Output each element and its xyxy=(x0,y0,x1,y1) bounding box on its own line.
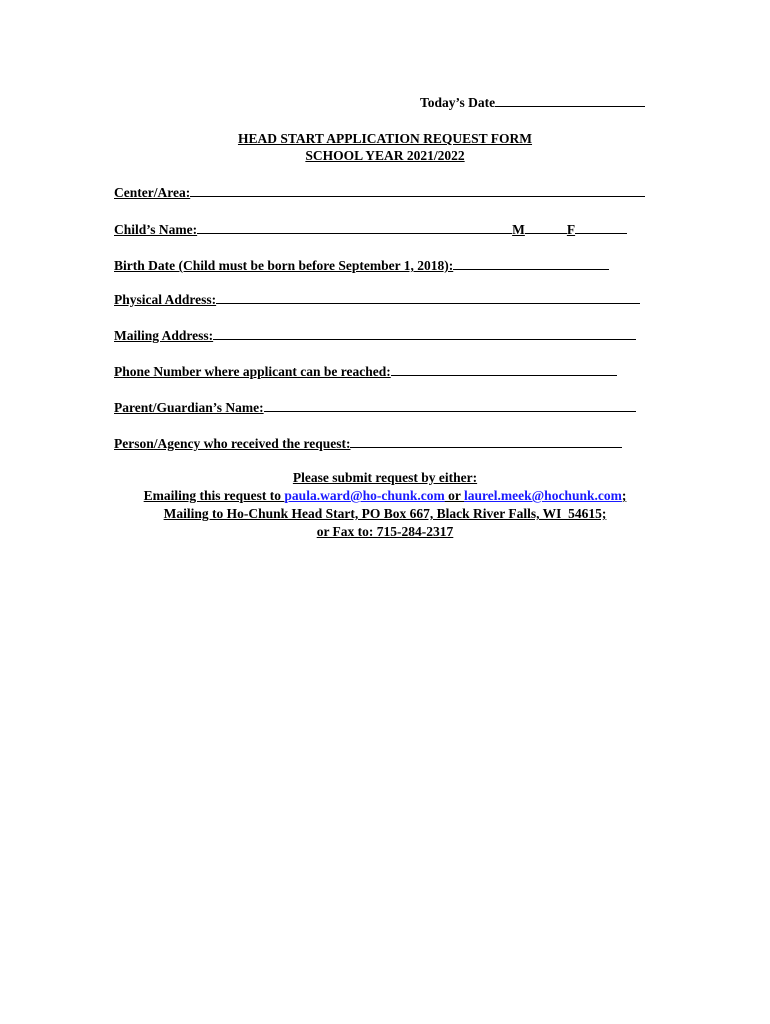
school-year-line: SCHOOL YEAR 2021/2022 xyxy=(305,148,465,163)
submit-heading: Please submit request by either: xyxy=(292,470,478,485)
physical-address-label: Physical Address: xyxy=(114,292,217,307)
mailing-address-field xyxy=(114,327,636,344)
center-area-blank[interactable] xyxy=(190,184,645,197)
physical-address-field xyxy=(114,291,640,308)
birth-date-label: Birth Date (Child must be born before September 1, 2018): xyxy=(114,258,454,273)
center-area-field xyxy=(114,184,645,201)
mailing-address-blank[interactable] xyxy=(213,327,636,340)
fax-instructions: or Fax to: 715-284-2317 xyxy=(316,524,454,539)
todays-date-blank[interactable] xyxy=(495,94,645,107)
mailing-instructions: Mailing to Ho-Chunk Head Start, PO Box 667, Black River Falls, WI 54615; xyxy=(163,506,607,521)
email-link-paula[interactable]: paula.ward@ho-chunk.com xyxy=(284,488,445,503)
received-by-label: Person/Agency who received the request: xyxy=(114,436,351,451)
email-suffix: ; xyxy=(621,488,627,503)
female-blank[interactable] xyxy=(575,221,627,234)
form-title xyxy=(0,130,770,164)
childs-name-label: Child’s Name: xyxy=(114,222,198,237)
todays-date-label: Today’s Date xyxy=(420,95,496,110)
guardian-blank[interactable] xyxy=(264,399,636,412)
received-by-field xyxy=(114,435,622,452)
physical-address-blank[interactable] xyxy=(216,291,640,304)
email-prefix: Emailing this request to xyxy=(143,488,285,503)
male-label: M xyxy=(512,222,525,237)
guardian-field xyxy=(114,399,636,416)
email-or: or xyxy=(444,488,465,503)
center-area-label: Center/Area: xyxy=(114,185,191,200)
form-title-line1: HEAD START APPLICATION REQUEST FORM xyxy=(237,131,533,146)
female-label: F xyxy=(566,222,576,237)
phone-field xyxy=(114,363,617,380)
childs-name-blank[interactable] xyxy=(197,221,512,234)
email-link-laurel[interactable]: laurel.meek@hochunk.com xyxy=(464,488,622,503)
mailing-address-label: Mailing Address: xyxy=(114,328,214,343)
guardian-label: Parent/Guardian’s Name: xyxy=(114,400,264,415)
phone-label: Phone Number where applicant can be reached: xyxy=(114,364,391,379)
todays-date-row xyxy=(420,94,645,111)
email-instructions xyxy=(0,487,770,505)
phone-blank[interactable] xyxy=(391,363,617,376)
submit-instructions xyxy=(0,469,770,541)
received-by-blank[interactable] xyxy=(350,435,622,448)
birth-date-blank[interactable] xyxy=(453,257,609,270)
childs-name-field xyxy=(114,221,627,238)
male-blank[interactable] xyxy=(525,221,567,234)
birth-date-field xyxy=(114,257,609,274)
